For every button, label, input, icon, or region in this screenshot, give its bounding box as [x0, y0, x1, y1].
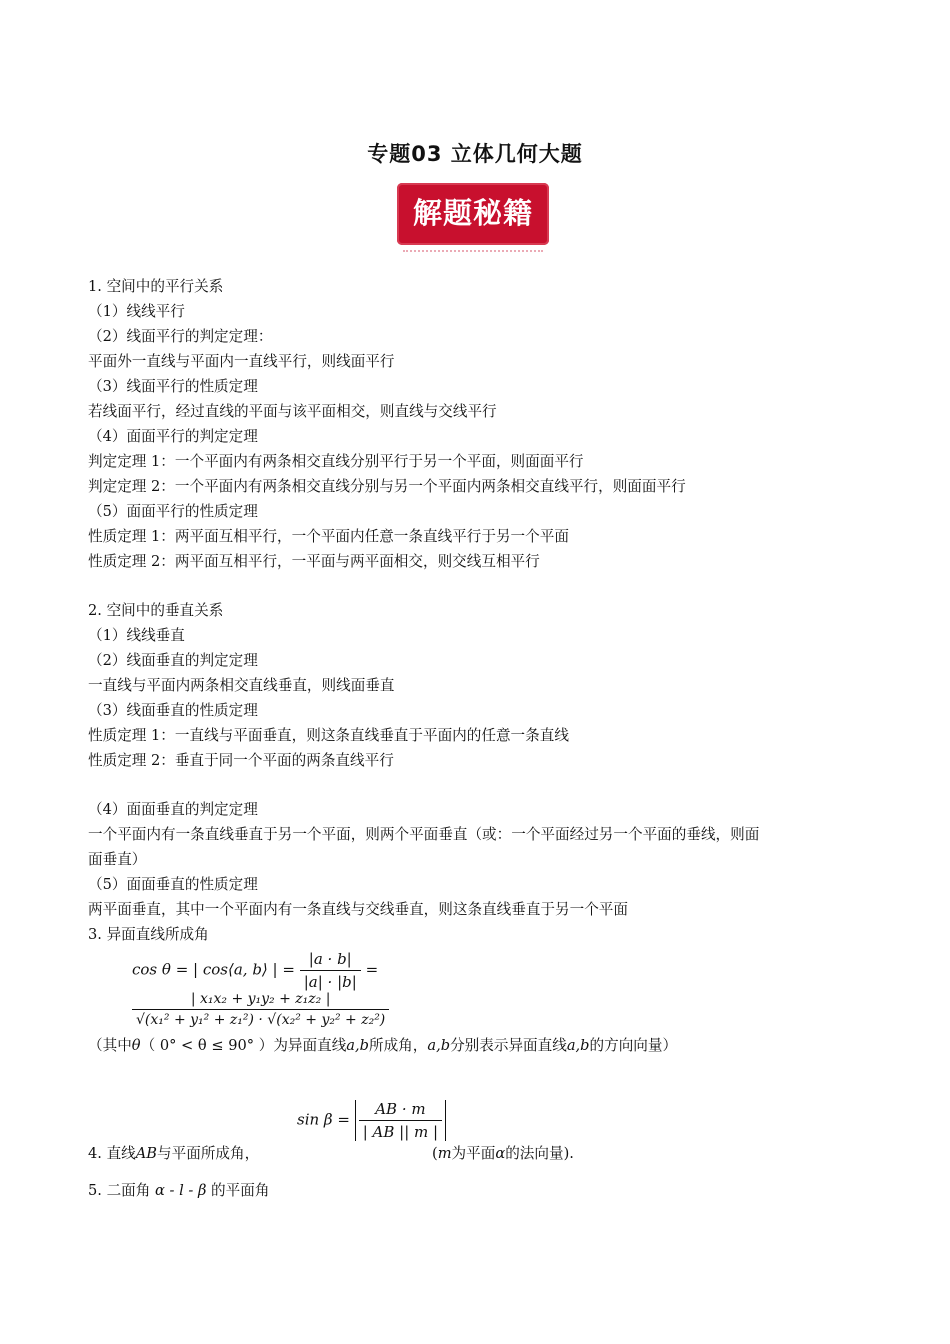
vector-m: m — [437, 1145, 452, 1162]
paren: ( — [432, 1145, 438, 1162]
sin-formula — [297, 1100, 446, 1141]
dihedral-angle — [88, 1182, 269, 1200]
equals-sign: = — [365, 960, 379, 979]
text-line: （3）线面垂直的性质定理 — [88, 702, 258, 719]
fraction-numerator: |a · b| — [300, 950, 361, 971]
formula-lhs: cos θ = | cos⟨a, b⟩ | = — [132, 960, 295, 979]
section-2-heading: 2. 空间中的垂直关系 — [88, 602, 224, 619]
text-line: （2）线面平行的判定定理： — [88, 328, 273, 345]
angle-range: （ 0° < θ ≤ 90° ） — [140, 1037, 274, 1054]
page-title: 专题03 立体几何大题 — [367, 142, 583, 166]
item-prefix: 5. 二面角 — [88, 1182, 151, 1199]
text-line: 判定定理 2：一个平面内有两条相交直线分别与另一个平面内两条相交直线平行，则面面平行 — [88, 478, 686, 495]
fraction-coordinates — [132, 991, 389, 1028]
text-line: 一个平面内有一条直线垂直于另一个平面，则两个平面垂直（或：一个平面经过另一个平面的垂线，则面 — [88, 826, 760, 843]
text-line: 一直线与平面内两条相交直线垂直，则线面垂直 — [88, 677, 395, 694]
text-line: 性质定理 1：两平面互相平行，一个平面内任意一条直线平行于另一个平面 — [88, 528, 569, 545]
alpha-symbol: α — [495, 1145, 506, 1162]
fraction-denominator: √(x₁² + y₁² + z₁²) · √(x₂² + y₂² + z₂²) — [136, 1012, 386, 1028]
note-text: 所成角， — [368, 1037, 428, 1054]
line-plane-angle — [88, 1145, 259, 1163]
fraction-sin — [355, 1100, 446, 1141]
item-prefix: 4. 直线 — [88, 1145, 136, 1162]
text-line: （3）线面平行的性质定理 — [88, 378, 258, 395]
fraction-numerator: | x₁x₂ + y₁y₂ + z₁z₂ | — [132, 991, 389, 1010]
text-line: 性质定理 2：垂直于同一个平面的两条直线平行 — [88, 752, 394, 769]
angle-note — [88, 1037, 677, 1055]
note-text: （其中 — [88, 1037, 132, 1054]
note-text: 的法向量). — [505, 1145, 574, 1162]
text-line: （1）线线垂直 — [88, 627, 185, 644]
note-text: 的方向向量） — [589, 1037, 678, 1054]
theta-symbol: θ — [131, 1037, 141, 1054]
lines-ab: a,b — [346, 1037, 369, 1054]
badge-stamp: 解题秘籍 — [397, 183, 549, 245]
note-text: 为异面直线 — [273, 1037, 347, 1054]
fraction-numerator: AB · m — [359, 1100, 442, 1121]
lines-ab: a,b — [566, 1037, 590, 1054]
text-line: （4）面面平行的判定定理 — [88, 428, 258, 445]
cos-formula — [132, 950, 612, 1028]
text-line: 性质定理 1：一直线与平面垂直，则这条直线垂直于平面内的任意一条直线 — [88, 727, 569, 744]
text-line: 平面外一直线与平面内一直线平行，则线面平行 — [88, 353, 395, 370]
fraction-denominator: | AB || m | — [362, 1123, 439, 1141]
dihedral-expression: α - l - β — [155, 1182, 207, 1199]
text-line: 两平面垂直，其中一个平面内有一条直线与交线垂直，则这条直线垂直于另一个平面 — [88, 901, 628, 918]
normal-vector-note — [432, 1145, 574, 1163]
item-text: 的平面角 — [211, 1182, 270, 1199]
text-line: 若线面平行，经过直线的平面与该平面相交，则直线与交线平行 — [88, 403, 497, 420]
text-line: 面垂直） — [88, 851, 147, 868]
text-line: （4）面面垂直的判定定理 — [88, 801, 258, 818]
fraction-denominator: |a| · |b| — [303, 973, 357, 991]
note-text: 为平面 — [451, 1145, 496, 1162]
text-line: （5）面面垂直的性质定理 — [88, 876, 258, 893]
vectors-ab: a,b — [427, 1037, 451, 1054]
text-line: （5）面面平行的性质定理 — [88, 503, 258, 520]
fraction-vector — [300, 950, 361, 991]
formula-lhs: sin β = — [297, 1110, 350, 1129]
text-line: （2）线面垂直的判定定理 — [88, 652, 258, 669]
line-ab: AB — [135, 1145, 158, 1162]
text-line: 性质定理 2：两平面互相平行，一平面与两平面相交，则交线互相平行 — [88, 553, 540, 570]
section-3-heading: 3. 异面直线所成角 — [88, 926, 209, 943]
note-text: 分别表示异面直线 — [450, 1037, 567, 1054]
section-1-heading: 1. 空间中的平行关系 — [88, 278, 224, 295]
text-line: （1）线线平行 — [88, 303, 185, 320]
item-text: 与平面所成角， — [157, 1145, 260, 1162]
text-line: 判定定理 1：一个平面内有两条相交直线分别平行于另一个平面，则面面平行 — [88, 453, 584, 470]
